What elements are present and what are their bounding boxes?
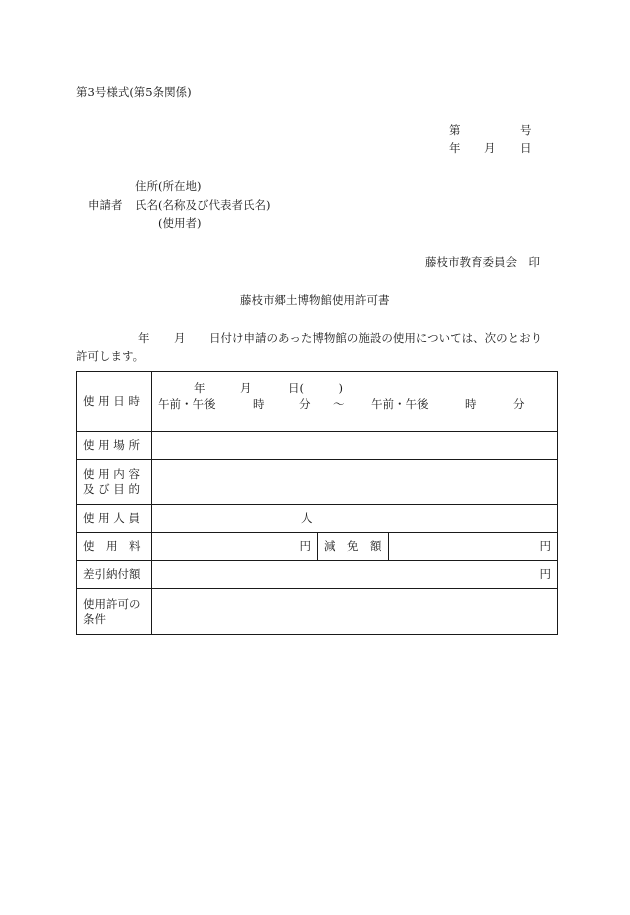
- reduction-unit: 円: [539, 539, 552, 553]
- conditions-field[interactable]: [152, 589, 558, 635]
- conditions-label: [77, 589, 152, 635]
- number-dai: 第: [449, 123, 461, 137]
- date-field[interactable]: [152, 372, 558, 432]
- document-title: 藤枝市郷土博物館使用許可書: [240, 293, 390, 307]
- end-ampm: 午前・午後: [371, 396, 429, 411]
- date-year: 年: [449, 141, 461, 155]
- address-label: 住所(所在地): [135, 179, 202, 193]
- end-hour-unit: 時: [465, 396, 477, 411]
- content-label-line2: 及 び 目 的: [83, 482, 140, 496]
- user-label: (使用者): [158, 216, 202, 230]
- form-number: 第3号様式(第5条関係): [76, 85, 192, 99]
- date-day-unit: 日( ): [288, 380, 343, 395]
- conditions-label-line1: 使用許可の: [83, 596, 141, 611]
- content-label-line1: 使 用 内 容: [83, 467, 140, 481]
- body-line1: 日付け申請のあった博物館の施設の使用については、次のとおり: [209, 331, 543, 345]
- date-month-unit: 月: [240, 380, 252, 395]
- date-label: 使 用 日 時: [77, 372, 152, 432]
- balance-unit: 円: [539, 567, 552, 581]
- row-conditions: [77, 589, 558, 635]
- issuer-seal: 藤枝市教育委員会 印: [425, 255, 540, 269]
- row-fee: [77, 533, 558, 561]
- name-label: 氏名(名称及び代表者氏名): [135, 198, 271, 212]
- permit-table: [76, 371, 558, 635]
- start-hour-unit: 時: [253, 396, 265, 411]
- row-date: [77, 372, 558, 432]
- people-unit: 人: [301, 511, 313, 525]
- applicant-label: 申請者: [88, 198, 123, 212]
- end-minute-unit: 分: [513, 396, 525, 411]
- reduction-label: 減 免 額: [318, 533, 389, 561]
- date-day: 日: [520, 141, 532, 155]
- fee-field[interactable]: [152, 533, 318, 561]
- row-place: [77, 432, 558, 460]
- number-go: 号: [520, 123, 532, 137]
- content-label: [77, 460, 152, 505]
- people-field[interactable]: [152, 505, 558, 533]
- place-field[interactable]: [152, 432, 558, 460]
- row-people: [77, 505, 558, 533]
- conditions-label-line2: 条件: [83, 611, 106, 626]
- row-content: [77, 460, 558, 505]
- fee-label: 使 用 料: [77, 533, 152, 561]
- time-range-tilde: ～: [333, 396, 345, 411]
- balance-field[interactable]: [152, 561, 558, 589]
- place-label: 使 用 場 所: [77, 432, 152, 460]
- body-line2: 許可します。: [76, 349, 145, 363]
- date-month: 月: [484, 141, 496, 155]
- reduction-field[interactable]: [389, 533, 558, 561]
- people-label: 使 用 人 員: [77, 505, 152, 533]
- body-year: 年: [138, 331, 150, 345]
- fee-unit: 円: [299, 539, 311, 553]
- date-year-unit: 年: [194, 380, 206, 395]
- body-month: 月: [174, 331, 186, 345]
- row-balance: [77, 561, 558, 589]
- start-ampm: 午前・午後: [158, 396, 216, 411]
- balance-label: 差引納付額: [77, 561, 152, 589]
- start-minute-unit: 分: [299, 396, 311, 411]
- content-field[interactable]: [152, 460, 558, 505]
